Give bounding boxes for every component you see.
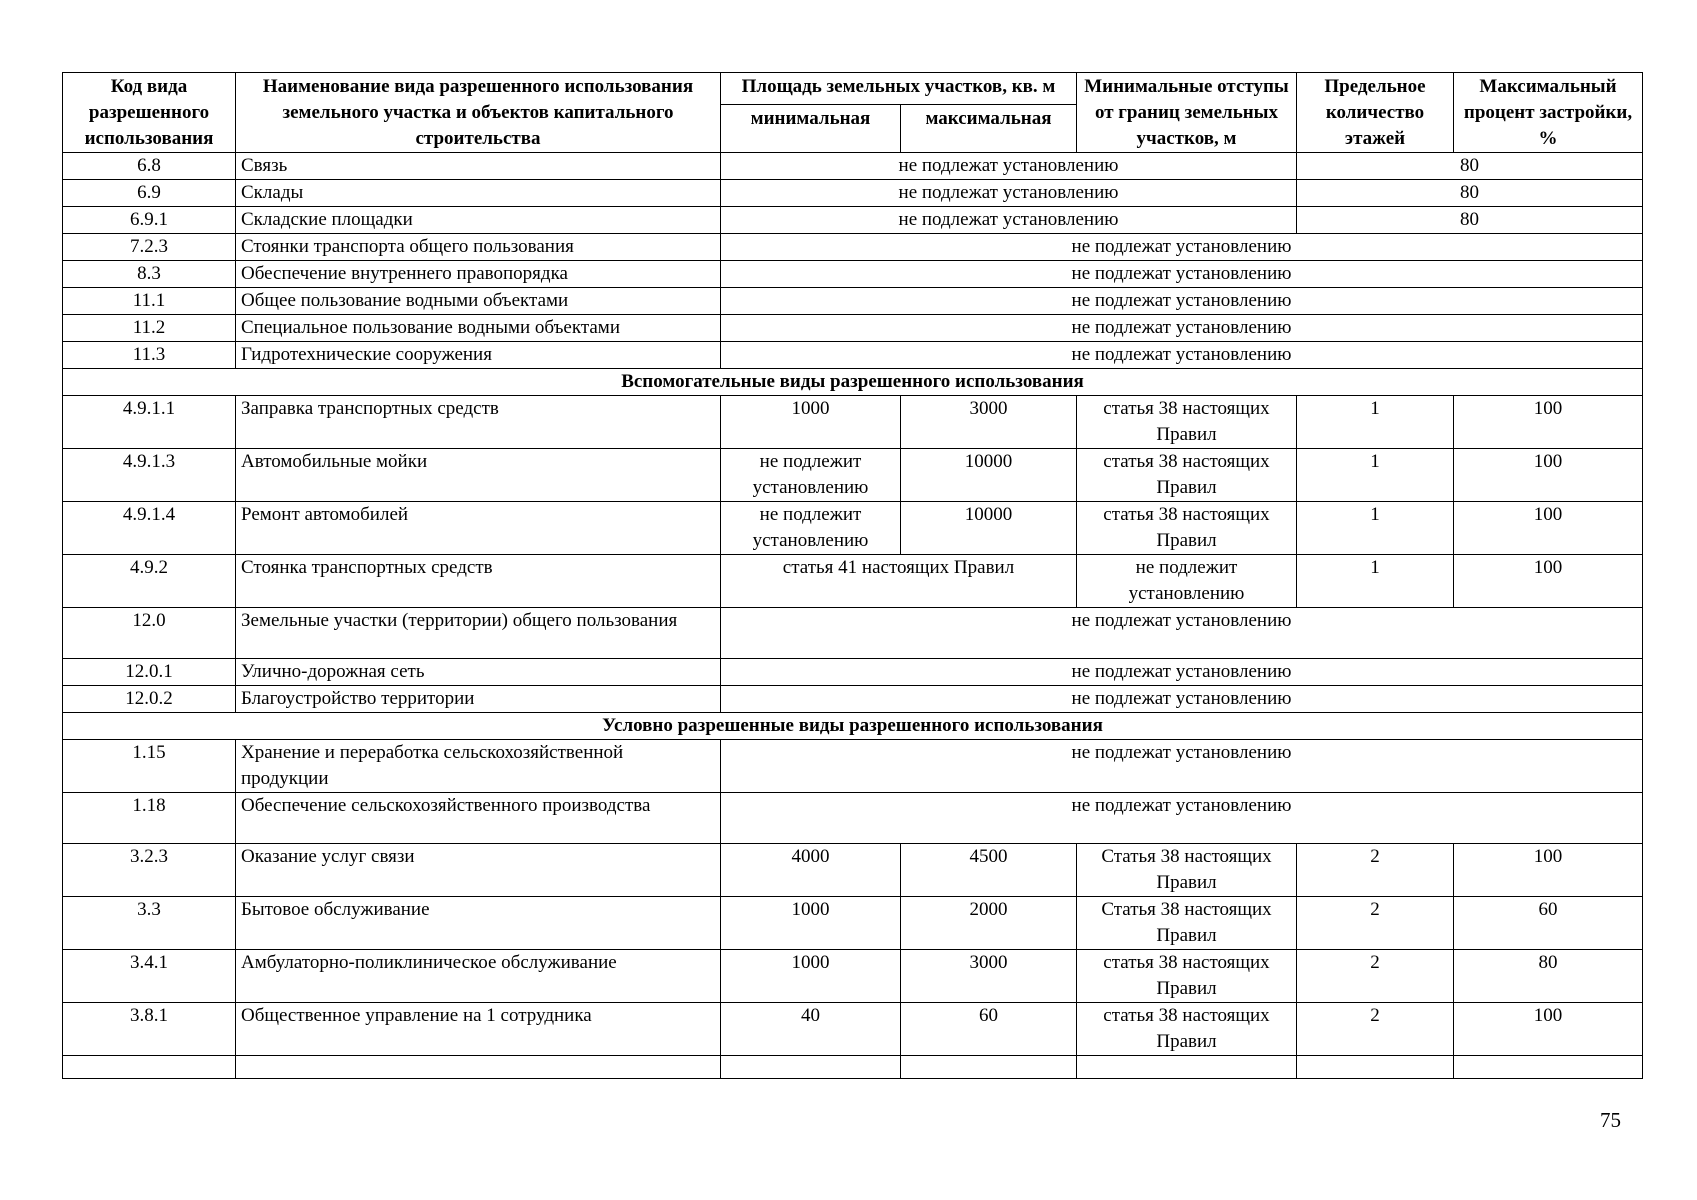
table-row [63, 686, 1643, 713]
row-code: 4.9.1.3 [63, 449, 236, 502]
row-setback: статья 38 настоящих Правил [1077, 449, 1297, 502]
row-code: 3.8.1 [63, 1003, 236, 1056]
row-area-max: 3000 [901, 950, 1077, 1003]
row-floors: 1 [1297, 449, 1454, 502]
row-params: не подлежат установлению [721, 261, 1643, 288]
row-code: 11.2 [63, 315, 236, 342]
row-area-max: 2000 [901, 897, 1077, 950]
table-row [63, 844, 1643, 897]
table-row [63, 153, 1643, 180]
empty-cell [63, 1056, 236, 1079]
row-code: 6.8 [63, 153, 236, 180]
row-area: статья 41 настоящих Правил [721, 555, 1077, 608]
table-row [63, 1003, 1643, 1056]
empty-cell [1077, 1056, 1297, 1079]
row-params: не подлежат установлению [721, 180, 1297, 207]
row-name: Склады [236, 180, 721, 207]
row-name: Обеспечение внутреннего правопорядка [236, 261, 721, 288]
row-name: Обеспечение сельскохозяйственного производства [236, 793, 721, 844]
row-floors: 2 [1297, 1003, 1454, 1056]
row-floors: 2 [1297, 897, 1454, 950]
row-params: не подлежат установлению [721, 234, 1643, 261]
row-coverage: 100 [1454, 1003, 1643, 1056]
row-code: 6.9.1 [63, 207, 236, 234]
row-params: не подлежат установлению [721, 659, 1643, 686]
row-name: Хранение и переработка сельскохозяйственной продукции [236, 740, 721, 793]
row-area-max: 10000 [901, 449, 1077, 502]
row-params: не подлежат установлению [721, 153, 1297, 180]
header-area-max: максимальная [901, 105, 1077, 153]
row-floors: 2 [1297, 844, 1454, 897]
row-area-max: 4500 [901, 844, 1077, 897]
row-name: Общее пользование водными объектами [236, 288, 721, 315]
row-floors: 1 [1297, 555, 1454, 608]
section-title-auxiliary: Вспомогательные виды разрешенного использования [63, 369, 1643, 396]
row-coverage: 80 [1454, 950, 1643, 1003]
row-code: 3.2.3 [63, 844, 236, 897]
table-row [63, 180, 1643, 207]
row-params: не подлежат установлению [721, 288, 1643, 315]
table-row [63, 234, 1643, 261]
header-area-min: минимальная [721, 105, 901, 153]
row-area-min: не подлежит установлению [721, 502, 901, 555]
row-coverage: 80 [1297, 180, 1643, 207]
row-code: 4.9.1.1 [63, 396, 236, 449]
row-coverage: 100 [1454, 502, 1643, 555]
row-area-max: 60 [901, 1003, 1077, 1056]
table-row [63, 261, 1643, 288]
row-setback: Статья 38 настоящих Правил [1077, 897, 1297, 950]
row-params: не подлежат установлению [721, 608, 1643, 659]
row-area-min: не подлежит установлению [721, 449, 901, 502]
row-floors: 1 [1297, 502, 1454, 555]
row-params: не подлежат установлению [721, 207, 1297, 234]
empty-cell [1454, 1056, 1643, 1079]
row-code: 7.2.3 [63, 234, 236, 261]
empty-cell [901, 1056, 1077, 1079]
table-row [63, 740, 1643, 793]
row-name: Улично-дорожная сеть [236, 659, 721, 686]
row-area-min: 40 [721, 1003, 901, 1056]
table-row [63, 555, 1643, 608]
row-coverage: 100 [1454, 555, 1643, 608]
row-area-max: 3000 [901, 396, 1077, 449]
row-params: не подлежат установлению [721, 315, 1643, 342]
header-area: Площадь земельных участков, кв. м [721, 73, 1077, 105]
table-row [63, 608, 1643, 659]
table-row [63, 449, 1643, 502]
row-name: Стоянка транспортных средств [236, 555, 721, 608]
row-code: 1.15 [63, 740, 236, 793]
row-code: 8.3 [63, 261, 236, 288]
row-code: 3.4.1 [63, 950, 236, 1003]
empty-cell [1297, 1056, 1454, 1079]
section-row [63, 369, 1643, 396]
row-name: Заправка транспортных средств [236, 396, 721, 449]
row-floors: 1 [1297, 396, 1454, 449]
section-row [63, 713, 1643, 740]
table-row [63, 659, 1643, 686]
table-row [63, 288, 1643, 315]
table-row [63, 793, 1643, 844]
row-coverage: 100 [1454, 449, 1643, 502]
row-setback: статья 38 настоящих Правил [1077, 396, 1297, 449]
row-coverage: 80 [1297, 207, 1643, 234]
row-params: не подлежат установлению [721, 686, 1643, 713]
header-name: Наименование вида разрешенного использования земельного участка и объектов капитального строительства [236, 73, 721, 153]
table-row [63, 950, 1643, 1003]
row-code: 1.18 [63, 793, 236, 844]
row-code: 6.9 [63, 180, 236, 207]
row-params: не подлежат установлению [721, 740, 1643, 793]
row-setback: статья 38 настоящих Правил [1077, 502, 1297, 555]
header-floors: Предельное количество этажей [1297, 73, 1454, 153]
table-row [63, 207, 1643, 234]
table-row [63, 315, 1643, 342]
row-coverage: 60 [1454, 897, 1643, 950]
row-area-min: 1000 [721, 396, 901, 449]
row-code: 12.0 [63, 608, 236, 659]
table-row [63, 396, 1643, 449]
row-coverage: 80 [1297, 153, 1643, 180]
empty-cell [236, 1056, 721, 1079]
table-row [63, 342, 1643, 369]
row-name: Благоустройство территории [236, 686, 721, 713]
row-code: 3.3 [63, 897, 236, 950]
row-code: 11.1 [63, 288, 236, 315]
row-name: Складские площадки [236, 207, 721, 234]
row-code: 12.0.2 [63, 686, 236, 713]
row-coverage: 100 [1454, 844, 1643, 897]
empty-row [63, 1056, 1643, 1079]
header-setback: Минимальные отступы от границ земельных участков, м [1077, 73, 1297, 153]
row-name: Оказание услуг связи [236, 844, 721, 897]
row-params: не подлежат установлению [721, 342, 1643, 369]
row-area-min: 4000 [721, 844, 901, 897]
row-code: 12.0.1 [63, 659, 236, 686]
header-coverage: Максимальный процент застройки, % [1454, 73, 1643, 153]
row-code: 11.3 [63, 342, 236, 369]
row-name: Земельные участки (территории) общего пользования [236, 608, 721, 659]
header-row [63, 73, 1643, 105]
section-title-conditional: Условно разрешенные виды разрешенного использования [63, 713, 1643, 740]
row-area-max: 10000 [901, 502, 1077, 555]
zoning-table [62, 72, 1643, 1079]
row-name: Автомобильные мойки [236, 449, 721, 502]
empty-cell [721, 1056, 901, 1079]
row-name: Ремонт автомобилей [236, 502, 721, 555]
row-name: Гидротехнические сооружения [236, 342, 721, 369]
table-row [63, 897, 1643, 950]
row-coverage: 100 [1454, 396, 1643, 449]
row-name: Амбулаторно-поликлиническое обслуживание [236, 950, 721, 1003]
row-area-min: 1000 [721, 897, 901, 950]
row-setback: не подлежит установлению [1077, 555, 1297, 608]
row-name: Стоянки транспорта общего пользования [236, 234, 721, 261]
row-params: не подлежат установлению [721, 793, 1643, 844]
table-row [63, 502, 1643, 555]
row-name: Бытовое обслуживание [236, 897, 721, 950]
row-code: 4.9.1.4 [63, 502, 236, 555]
row-setback: Статья 38 настоящих Правил [1077, 844, 1297, 897]
page-number: 75 [1600, 1108, 1621, 1132]
row-area-min: 1000 [721, 950, 901, 1003]
row-name: Специальное пользование водными объектами [236, 315, 721, 342]
row-name: Связь [236, 153, 721, 180]
header-code: Код вида разрешенного использования [63, 73, 236, 153]
row-code: 4.9.2 [63, 555, 236, 608]
row-setback: статья 38 настоящих Правил [1077, 950, 1297, 1003]
row-floors: 2 [1297, 950, 1454, 1003]
row-name: Общественное управление на 1 сотрудника [236, 1003, 721, 1056]
row-setback: статья 38 настоящих Правил [1077, 1003, 1297, 1056]
